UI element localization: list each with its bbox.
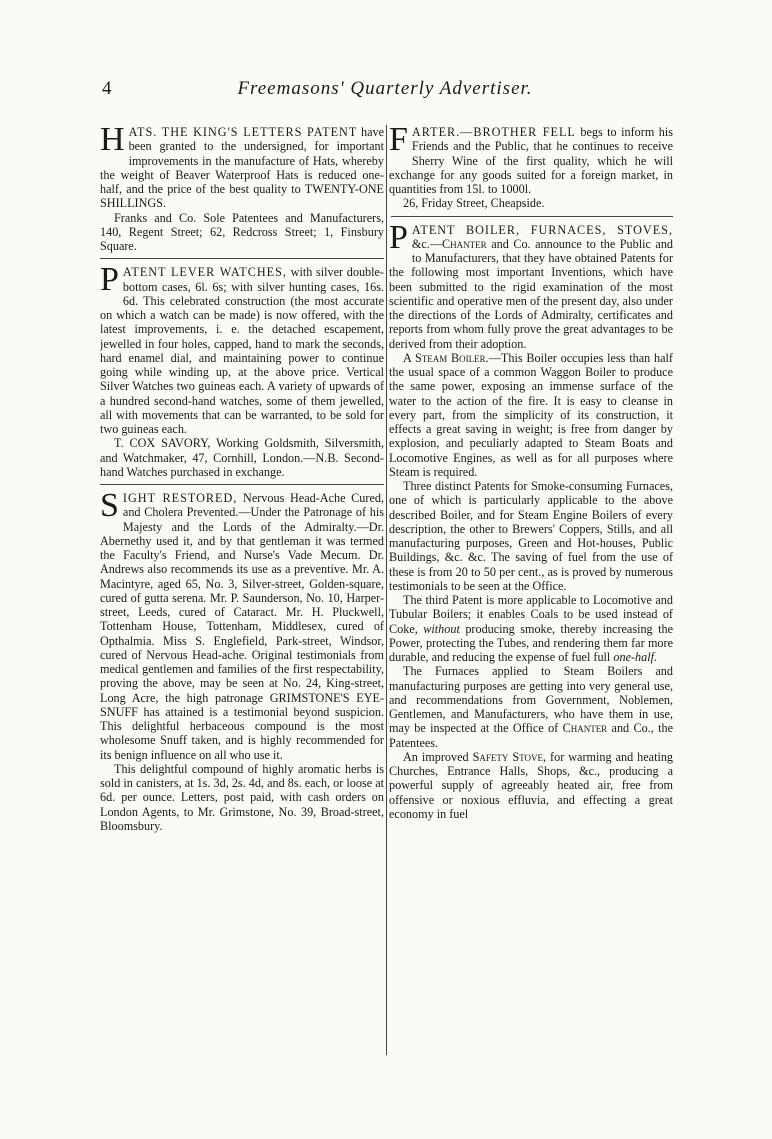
furnaces-text-b: and Co., the Patentees. xyxy=(389,721,673,750)
page-header xyxy=(100,78,670,104)
furnaces-text-a: The Furnaces applied to Steam Boilers and manufacturing purposes are getting into very general use, and recommendations from Government, Noblemen, Gentlemen, and Manufacturers, who have them in use, may be inspected at the Office of xyxy=(389,664,673,736)
sherry-heading: ARTER.—BROTHER FELL xyxy=(411,125,576,139)
boiler-firm-name: Chanter xyxy=(442,236,487,251)
divider xyxy=(100,484,384,485)
steam-boiler-label: A Steam Boiler. xyxy=(403,350,489,365)
stove-text-a: An improved xyxy=(403,749,469,764)
hats-body: have been granted to the undersigned, for important improvements in the manufacture of Hats, whereby the weight of Beaver Waterproof Hats is reduced one-half, and the price of the best quality to TWENTY-ONE SHILLINGS. xyxy=(100,125,384,211)
sherry-body: begs to inform his Friends and the Public, that he continues to receive Sherry Wine of the first quality, which he will exchange for any goods suited for a foreign market, in quantities from 15l. to 1000l. xyxy=(389,125,673,196)
safety-stove-label: Safety Stove, xyxy=(472,749,547,764)
watches-heading: ATENT LEVER WATCHES, xyxy=(122,265,287,280)
hats-heading: ATS. THE KING'S LETTERS PATENT xyxy=(128,125,358,139)
hats-signature: Franks and Co. Sole Patentees and Manufacturers, 140, Regent Street; 62, Redcross Street; 1, Finsbury Square. xyxy=(100,210,384,253)
boiler-dropcap: P xyxy=(389,222,408,256)
watches-advertisement xyxy=(100,265,384,479)
sight-advertisement xyxy=(100,491,384,833)
sherry-address: 26, Friday Street, Cheapside. xyxy=(403,196,545,211)
stove-text-b: for warming and heating Churches, Entrance Halls, Shops, &c., producing a powerful supply of agreeably heated air, free from offensive or noxious effluvia, and effecting a great economy in fuel xyxy=(389,749,673,821)
watches-signature: T. COX SAVORY, Working Goldsmith, Silversmith, and Watchmaker, 47, Cornhill, London.—N.B. Second-hand Watches purchased in exchange. xyxy=(100,436,384,479)
steam-boiler-text: —This Boiler occupies less than half the usual space of a common Waggon Boiler to produce the same power, exposing an immense surface of the water to the action of the fire. It is easy to cleanse in every part, from the simplicity of its construction, it effects a great saving in weight; is free from danger by explosion, and peculiarly adapted to Steam Boats and Locomotive Engines, as well as for all purposes where Steam is required. xyxy=(389,350,673,479)
divider xyxy=(391,216,673,217)
boiler-intro-a: &c.— xyxy=(411,236,443,251)
boiler-intro-b: and Co. announce to the Public and to Manufacturers, that they have obtained Patents for the following most important Inventions, which have been submitted to the rigid examination of the most scientific and operative men of the present day, also under the directions of the Lords of Admiralty, certificates and reports from whom fully prove the great advantages to be derived from their adoption. xyxy=(389,236,673,351)
third-patent-text-b: producing smoke, thereby increasing the Power, protecting the Tubes, and rendering them far more durable, and reducing the expense of fuel full xyxy=(389,621,673,664)
divider xyxy=(100,258,384,259)
sight-body: Nervous Head-Ache Cured, and Cholera Prevented.—Under the Patronage of his Majesty and the Lords of the Admiralty.—Dr. Abernethy used it, and by that gentleman it was termed the Faculty's Friend, and Nurse's Vade Mecum. Dr. Andrews also recommends its use as a preventive. Mr. A. Macintyre, aged 65, No. 3, Silver-street, Golden-square, cured of gutta serena. Mr. P. Saunderson, No. 10, Harper-street, Leeds, cured of Cataract. Mr. H. Pluckwell, Tottenham House, Tottenham, Middlesex, cured of Opthalmia. Miss S. Englefield, Park-street, Windsor, cured of Nervous Head-ache. Original testimonials from medical gentlemen and families of the first respectability, proving the above, may be seen at No. 24, King-street, Long Acre, the high patronage GRIMSTONE'S EYE-SNUFF has attained is a testimonial beyond suspicion. This delightful herbaceous compound is the most wholesome Snuff taken, and is highly recommended for its benign influence on all who use it. xyxy=(100,491,384,762)
left-column xyxy=(100,125,384,833)
hats-advertisement xyxy=(100,125,384,253)
sherry-dropcap: F xyxy=(389,125,408,158)
furnaces-firm-name: Chanter xyxy=(562,721,608,736)
watches-dropcap: P xyxy=(100,265,119,299)
third-patent-emphasis: without xyxy=(423,621,460,636)
third-patent-emphasis-2: one-half. xyxy=(613,650,658,664)
watches-body: with silver double-bottom cases, 6l. 6s; with silver hunting cases, 16s. 6d. This celebrated construction (the most accurate on which a watch can be made) is now offered, with the latest improvements, i. e. the detached escapement, jewelled in four holes, capped, hand to mark the seconds, hard enamel dial, and maintaining power to continue going while winding up, at the above price. Vertical Silver Watches two guineas each. A variety of upwards of a hundred second-hand watches, some of them jewelled, all with movements that can be warranted, to be sold for two guineas each. xyxy=(100,265,384,436)
boiler-advertisement xyxy=(389,223,673,822)
furnace-patents-text: Three distinct Patents for Smoke-consuming Furnaces, one of which is particularly applicable to the above described Boiler, and for Steam Engine Boilers of every description, the other to Brewers' Coppers, Stills, and all manufacturing purposes, Green and Hot-houses, Public Buildings, &c. &c. The saving of fuel from the use of these is from 20 to 50 per cent., as is proved by numerous testimonials to be seen at the Office. xyxy=(389,479,673,593)
boiler-heading: ATENT BOILER, FURNACES, STOVES, xyxy=(411,222,673,237)
sight-body-2: This delightful compound of highly aromatic herbs is sold in canisters, at 1s. 3d, 2s. 4d, and 8s. each, or loose at 6d. per ounce. Letters, post paid, with cash orders on London Agents, to Mr. Grimstone, No. 39, Broad-street, Bloomsbury. xyxy=(100,761,384,833)
running-title: Freemasons' Quarterly Advertiser. xyxy=(237,78,533,99)
sight-heading: IGHT RESTORED, xyxy=(122,491,238,505)
right-column xyxy=(389,125,673,821)
sherry-advertisement xyxy=(389,125,673,211)
sight-dropcap: S xyxy=(100,491,119,524)
column-rule xyxy=(386,125,387,1055)
page-number: 4 xyxy=(102,78,112,99)
hats-dropcap: H xyxy=(100,125,125,158)
third-patent-text-a: The third Patent is more applicable to Locomotive and Tubular Boilers; it enables Coals to be used instead of Coke, xyxy=(389,593,673,636)
